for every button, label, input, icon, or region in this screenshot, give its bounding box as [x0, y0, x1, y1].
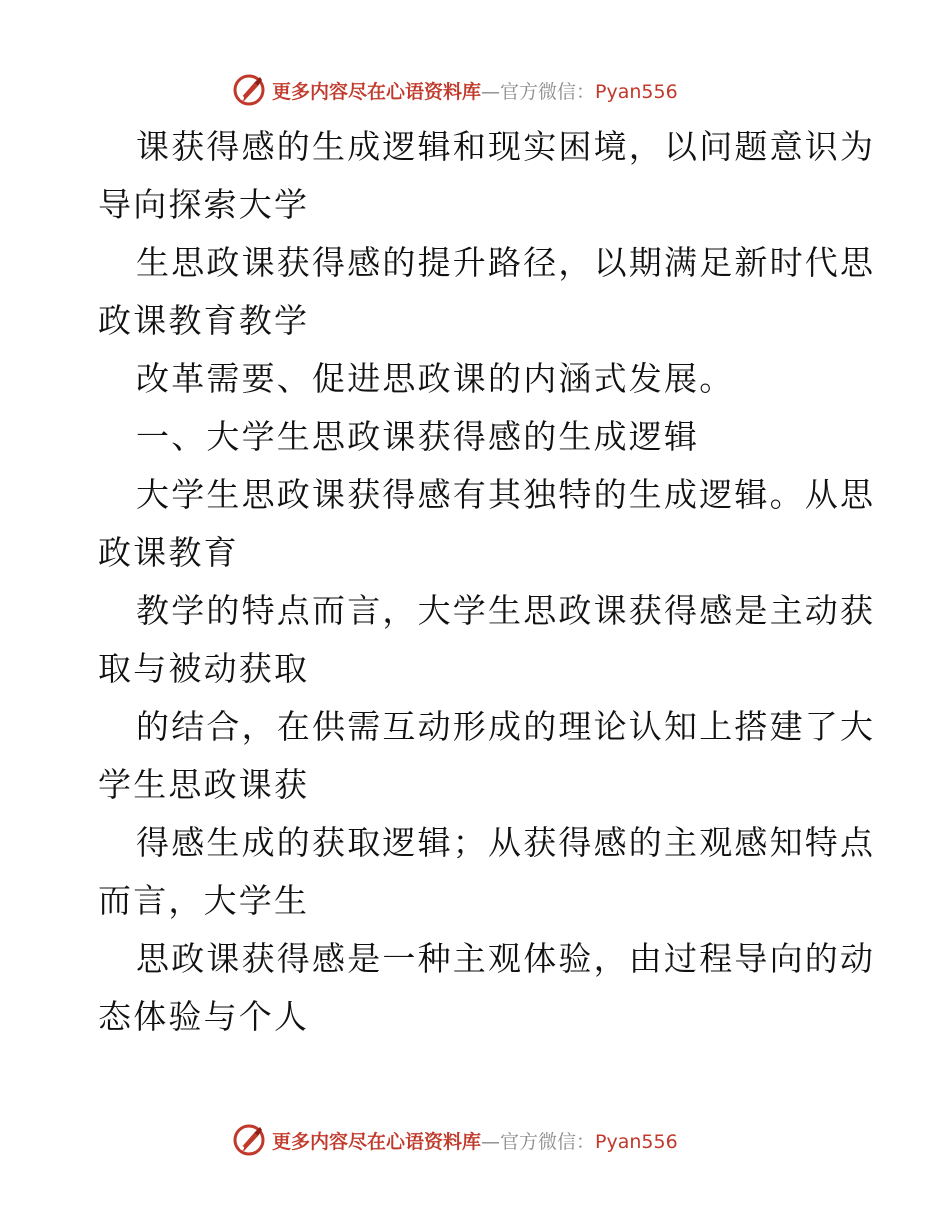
body-line: 取与被动获取 — [98, 649, 310, 688]
body-line: 而言，大学生 — [98, 881, 310, 920]
red-quill-logo-icon — [232, 73, 266, 107]
document-body — [98, 118, 876, 1046]
banner-main-text: 更多内容尽在心语资料库 — [272, 80, 482, 103]
body-line: 思政课获得感是一种主观体验，由过程导向的动 — [136, 939, 876, 978]
banner-main-text: 更多内容尽在心语资料库 — [272, 1130, 482, 1153]
section-heading: 一、大学生思政课获得感的生成逻辑 — [136, 417, 700, 456]
banner-wechat-id: Pyan556 — [595, 1130, 678, 1153]
banner-wechat-label: 官方微信： — [500, 80, 596, 103]
body-line: 改革需要、促进思政课的内涵式发展。 — [136, 359, 735, 398]
banner-text — [272, 77, 678, 104]
header-banner — [232, 72, 732, 108]
banner-wechat-id: Pyan556 — [595, 80, 678, 103]
banner-separator: — — [481, 1130, 501, 1153]
banner-wechat-label: 官方微信： — [500, 1130, 596, 1153]
body-line: 的结合，在供需互动形成的理论认知上搭建了大 — [136, 707, 876, 746]
body-line: 政课教育 — [98, 533, 239, 572]
body-line: 生思政课获得感的提升路径，以期满足新时代思 — [136, 243, 876, 282]
body-line: 教学的特点而言，大学生思政课获得感是主动获 — [136, 591, 876, 630]
body-line: 政课教育教学 — [98, 301, 310, 340]
red-quill-logo-icon — [232, 1123, 266, 1157]
body-line: 导向探索大学 — [98, 185, 310, 224]
body-line: 大学生思政课获得感有其独特的生成逻辑。从思 — [136, 475, 876, 514]
footer-banner — [232, 1122, 732, 1158]
body-line: 学生思政课获 — [98, 765, 310, 804]
banner-text — [272, 1127, 678, 1154]
body-line: 得感生成的获取逻辑；从获得感的主观感知特点 — [136, 823, 876, 862]
body-line: 课获得感的生成逻辑和现实困境，以问题意识为 — [136, 127, 876, 166]
banner-separator: — — [481, 80, 501, 103]
body-line: 态体验与个人 — [98, 997, 310, 1036]
